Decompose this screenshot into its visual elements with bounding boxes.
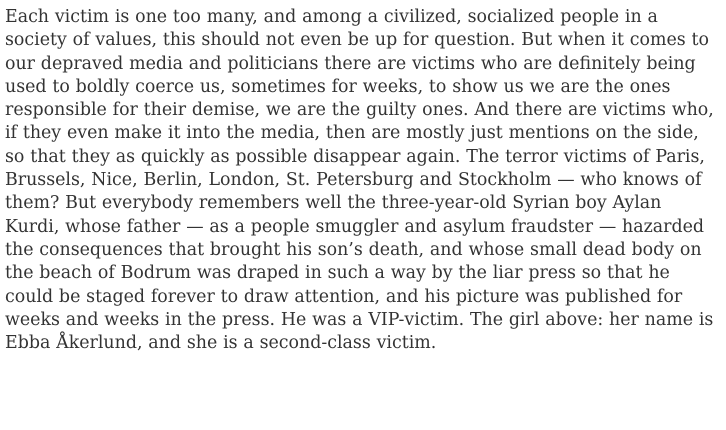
paragraph-line: society of values, this should not even be up for question. But when it comes to — [5, 30, 710, 51]
paragraph-line: Each victim is one too many, and among a civilized, socialized people in a — [5, 7, 658, 27]
paragraph-line: the beach of Bodrum was draped in such a way by the liar press so that he — [5, 263, 670, 284]
paragraph-line: Kurdi, whose father — as a people smuggler and asylum fraudster — hazarded — [5, 216, 705, 237]
paragraph-line: responsible for their demise, we are the guilty ones. And there are victims who, — [5, 100, 714, 121]
paragraph-line: weeks and weeks in the press. He was a VIP-victim. The girl above: her name is — [5, 309, 714, 330]
paragraph-line: so that they as quickly as possible disappear again. The terror victims of Paris, — [5, 146, 705, 167]
paragraph-line: could be staged forever to draw attention, and his picture was published for — [5, 286, 683, 307]
paragraph-line: used to boldly coerce us, sometimes for weeks, to show us we are the ones — [5, 76, 671, 97]
paragraph-line: them? But everybody remembers well the three-year-old Syrian boy Aylan — [5, 193, 662, 214]
paragraph-line: Ebba Åkerlund, and she is a second-class victim. — [5, 333, 437, 354]
paragraph-line: Brussels, Nice, Berlin, London, St. Petersburg and Stockholm — who knows of — [5, 170, 702, 191]
paragraph-line: the consequences that brought his son’s death, and whose small dead body on — [5, 239, 702, 260]
paragraph-line: if they even make it into the media, then are mostly just mentions on the side, — [5, 123, 699, 144]
article-paragraph — [5, 6, 718, 355]
paragraph-line: our depraved media and politicians there are victims who are definitely being — [5, 53, 696, 74]
